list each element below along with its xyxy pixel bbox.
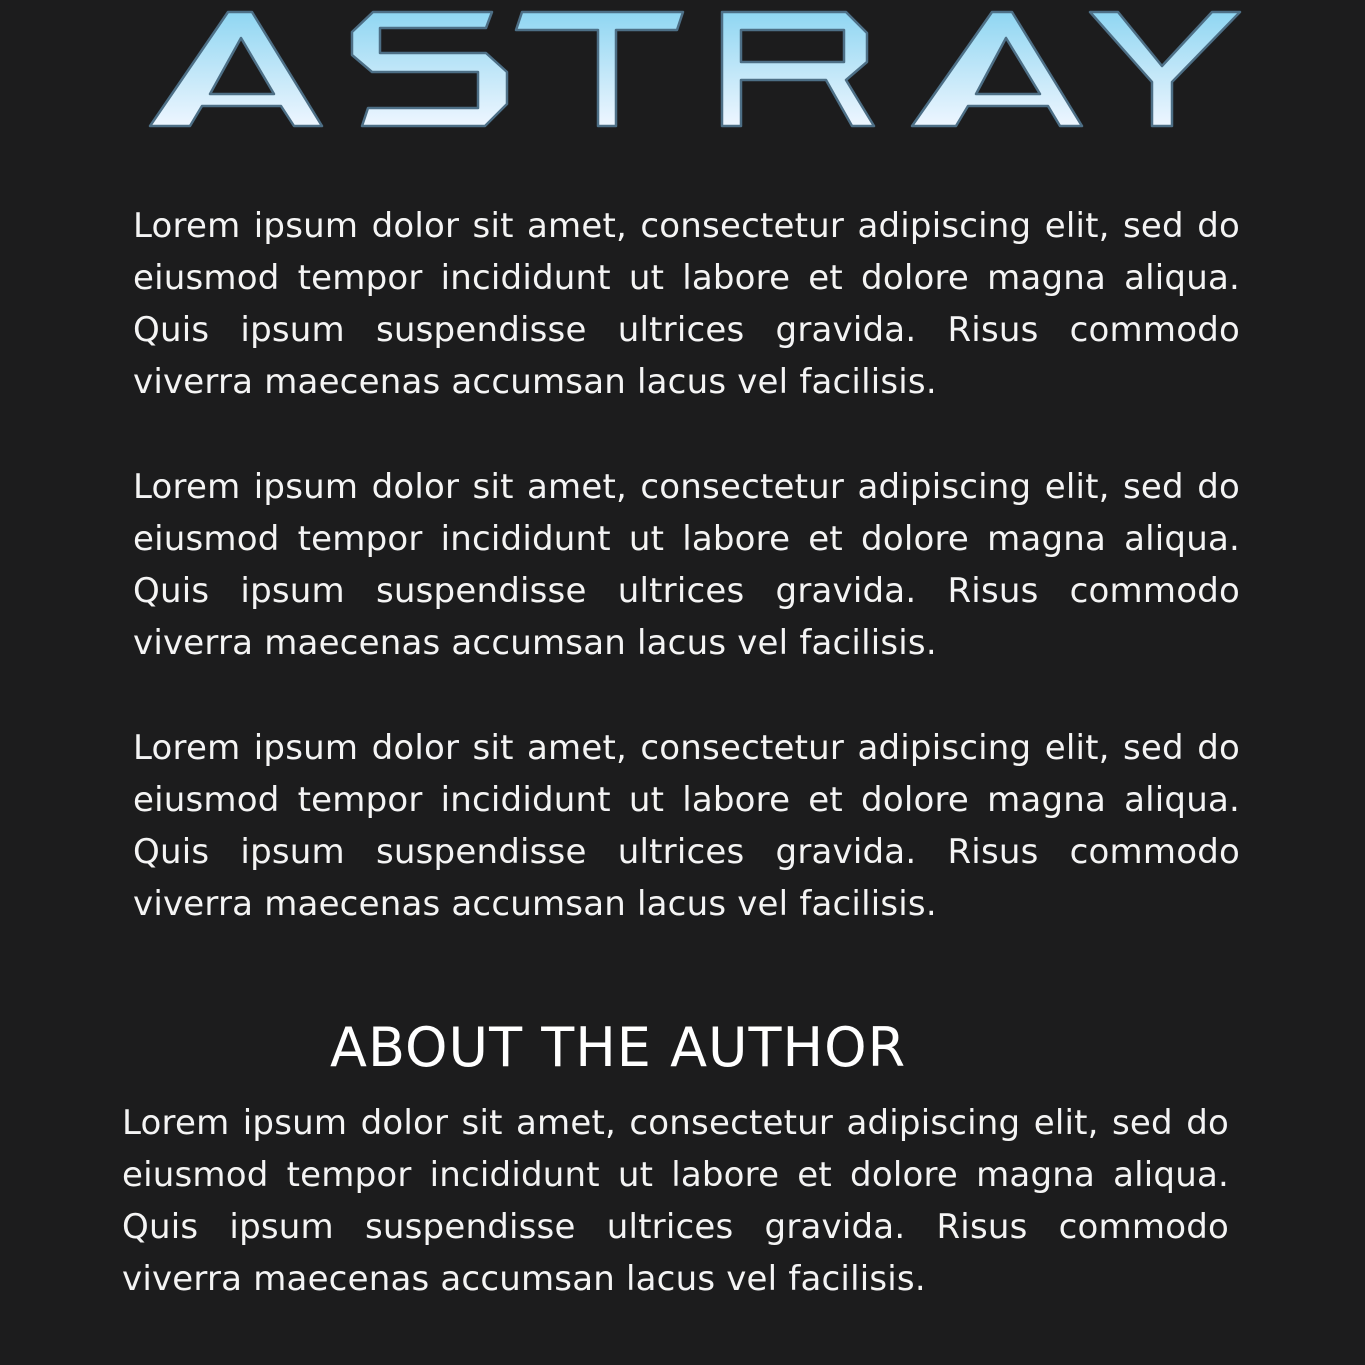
body-paragraph-1: Lorem ipsum dolor sit amet, consectetur adipiscing elit, sed do eiusmod tempor incididunt ut labore et dolore magna aliqua. Quis ipsum suspendisse ultrices gravida. Risus commodo viverra maecenas accumsan lacus vel facilisis.	[133, 206, 1240, 402]
body-paragraph-3: Lorem ipsum dolor sit amet, consectetur adipiscing elit, sed do eiusmod tempor incididunt ut labore et dolore magna aliqua. Quis ipsum suspendisse ultrices gravida. Risus commodo viverra maecenas accumsan lacus vel facilisis.	[133, 728, 1240, 924]
cut-off-footer-text	[890, 1352, 1250, 1365]
cover-title	[0, 0, 1365, 140]
about-the-author-heading: ABOUT THE AUTHOR	[330, 1016, 907, 1079]
footer-text-fragment	[890, 1352, 903, 1365]
cover-title-logo	[0, 0, 1365, 140]
author-bio-paragraph: Lorem ipsum dolor sit amet, consectetur adipiscing elit, sed do eiusmod tempor incididunt ut labore et dolore magna aliqua. Quis ipsum suspendisse ultrices gravida. Risus commodo viverra maecenas accumsan lacus vel facilisis.	[122, 1103, 1229, 1299]
body-paragraph-2: Lorem ipsum dolor sit amet, consectetur adipiscing elit, sed do eiusmod tempor incididunt ut labore et dolore magna aliqua. Quis ipsum suspendisse ultrices gravida. Risus commodo viverra maecenas accumsan lacus vel facilisis.	[133, 467, 1240, 663]
